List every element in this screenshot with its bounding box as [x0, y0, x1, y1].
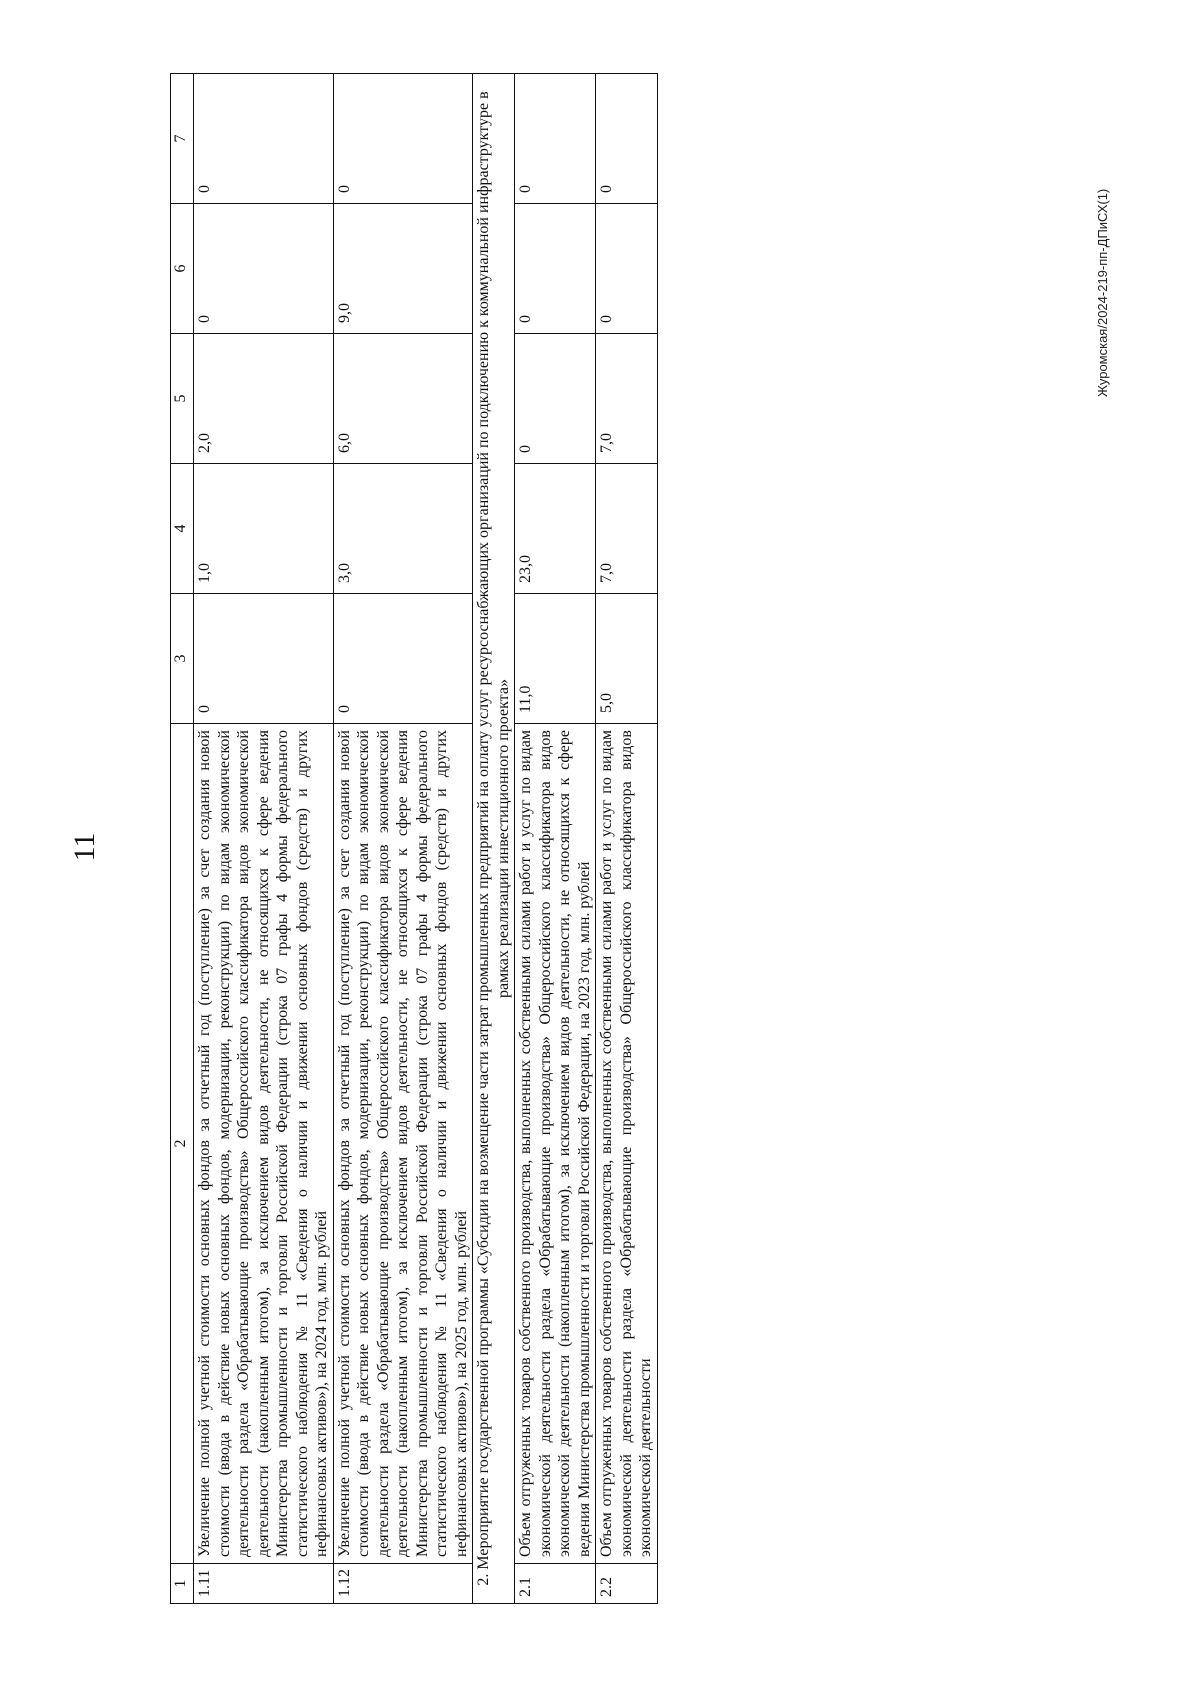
- column-number-row: [171, 74, 194, 1604]
- column-header: 2: [171, 724, 194, 1564]
- row-description: Увеличение полной учетной стоимости основных фондов за отчетный год (поступление) за счет создания новой стоимости (ввода в действие новых основных фондов, модернизации, реконструкции) по видам экономической деятельности раздела «Обрабатывающие производства» Общероссийского классификатора видов экономической деятельности (накопленным итогом), за исключением видов деятельности, не относящихся к сфере ведения Министерства промышленности и торговли Российской Федерации (строка 07 графы 4 формы федерального статистического наблюдения № 11 «Сведения о наличии и движении основных фондов (средств) и других нефинансовых активов»), на 2025 год, млн. рублей: [333, 724, 473, 1564]
- row-number: 1.12: [333, 1564, 473, 1604]
- column-header: 5: [171, 334, 194, 464]
- indicators-table: [170, 73, 658, 1604]
- value-cell: 3,0: [333, 464, 473, 594]
- table-row: [333, 74, 473, 1604]
- value-cell: 11,0: [515, 594, 596, 724]
- document-id-stamp: Журомская/2024-219-пп-ДПиСХ(1): [1095, 188, 1110, 397]
- column-header: 1: [171, 1564, 194, 1604]
- value-cell: 2,0: [194, 334, 334, 464]
- page-number: 11: [68, 832, 101, 862]
- row-description: Увеличение полной учетной стоимости основных фондов за отчетный год (поступление) за счет создания новой стоимости (ввода в действие новых основных фондов, модернизации, реконструкции) по видам экономической деятельности раздела «Обрабатывающие производства» Общероссийского классификатора видов экономической деятельности (накопленным итогом), за исключением видов деятельности, не относящихся к сфере ведения Министерства промышленности и торговли Российской Федерации (строка 07 графы 4 формы федерального статистического наблюдения № 11 «Сведения о наличии и движении основных фондов (средств) и других нефинансовых активов»), на 2024 год, млн. рублей: [194, 724, 334, 1564]
- table-row: [194, 74, 334, 1604]
- value-cell: 9,0: [333, 204, 473, 334]
- column-header: 6: [171, 204, 194, 334]
- section-heading: 2. Мероприятие государственной программы «Субсидии на возмещение части затрат промышленных предприятий на оплату услуг ресурсоснабжающих организаций по подключению к коммунальной инфраструктуре в рамках реализации инвестиционного проекта»: [473, 74, 515, 1604]
- value-cell: 7,0: [596, 334, 658, 464]
- value-cell: 6,0: [333, 334, 473, 464]
- value-cell: 0: [596, 204, 658, 334]
- value-cell: 0: [194, 204, 334, 334]
- section-row: [473, 74, 515, 1604]
- value-cell: 0: [515, 334, 596, 464]
- value-cell: 0: [194, 594, 334, 724]
- value-cell: 1,0: [194, 464, 334, 594]
- value-cell: 0: [194, 74, 334, 204]
- value-cell: 7,0: [596, 464, 658, 594]
- value-cell: 23,0: [515, 464, 596, 594]
- value-cell: 0: [515, 74, 596, 204]
- row-description: Объем отгруженных товаров собственного производства, выполненных собственными силами работ и услуг по видам экономической деятельности раздела «Обрабатывающие производства» Общероссийского классификатора видов экономической деятельности (накопленным итогом), за исключением видов деятельности, не относящихся к сфере ведения Министерства промышленности и торговли Российской Федерации, на 2023 год, млн. рублей: [515, 724, 596, 1564]
- row-number: 2.1: [515, 1564, 596, 1604]
- table-row: [596, 74, 658, 1604]
- column-header: 7: [171, 74, 194, 204]
- value-cell: 5,0: [596, 594, 658, 724]
- column-header: 3: [171, 594, 194, 724]
- value-cell: 0: [333, 74, 473, 204]
- row-number: 1.11: [194, 1564, 334, 1604]
- value-cell: 0: [515, 204, 596, 334]
- row-description: Объем отгруженных товаров собственного производства, выполненных собственными силами работ и услуг по видам экономической деятельности раздела «Обрабатывающие производства» Общероссийского классификатора видов экономической деятельности: [596, 724, 658, 1564]
- table-row: [515, 74, 596, 1604]
- value-cell: 0: [333, 594, 473, 724]
- row-number: 2.2: [596, 1564, 658, 1604]
- value-cell: 0: [596, 74, 658, 204]
- column-header: 4: [171, 464, 194, 594]
